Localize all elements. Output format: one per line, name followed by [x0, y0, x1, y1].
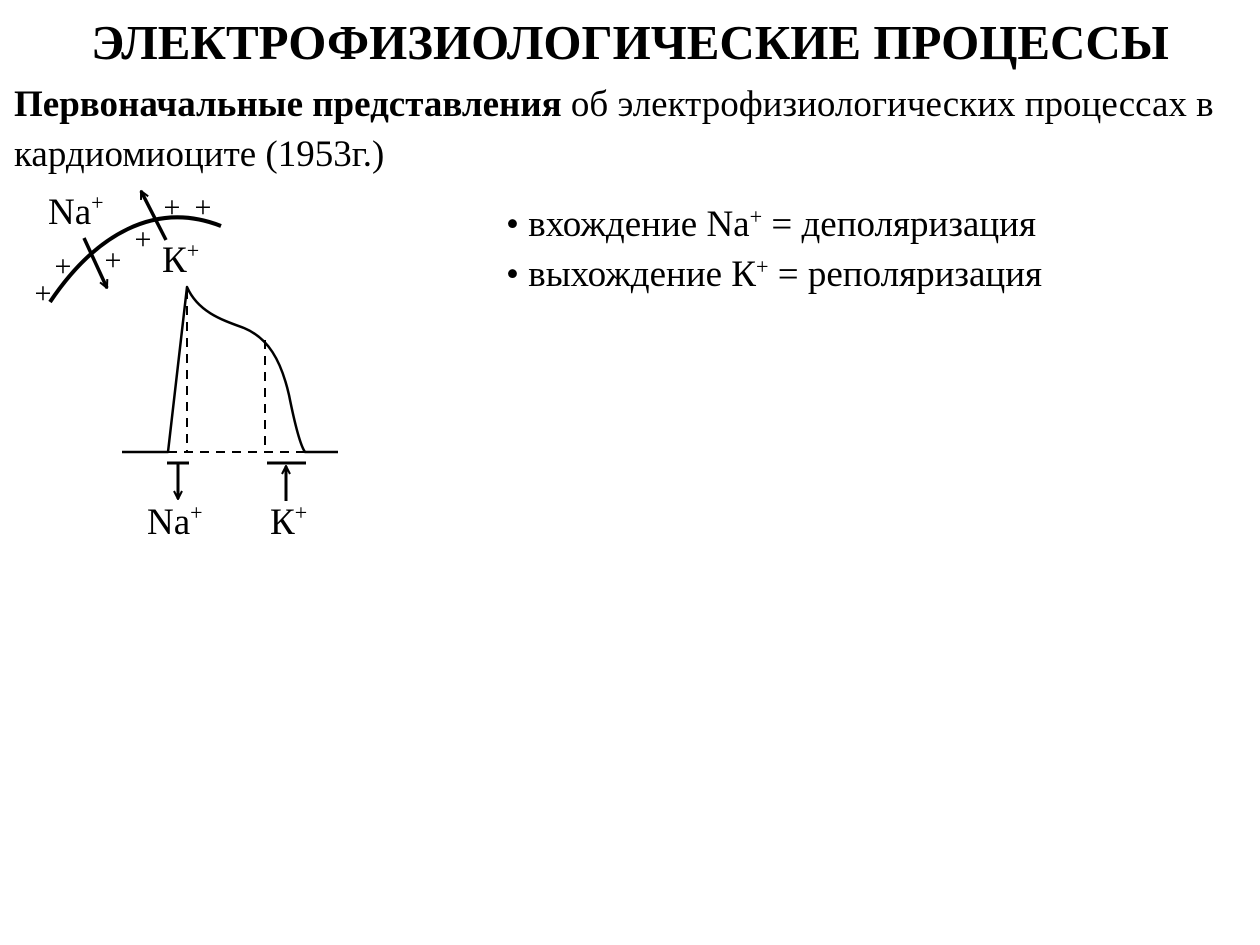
membrane-charge: +: [104, 244, 122, 277]
k-ion-label-bottom: К+: [270, 500, 308, 543]
bullet-item-repolarization: [506, 250, 1042, 300]
intro-bold-text: Первоначальные представления: [14, 84, 562, 125]
k-ion-label-top: К+: [162, 238, 200, 281]
ion-charge: +: [749, 203, 763, 229]
membrane-charge: +: [134, 223, 152, 256]
intro-paragraph: [14, 80, 1234, 180]
action-potential-diagram: [0, 180, 360, 550]
slide-title: ЭЛЕКТРОФИЗИОЛОГИЧЕСКИЕ ПРОЦЕССЫ: [91, 15, 1169, 70]
membrane-charge: +: [34, 277, 52, 310]
bullet-text-before: вхождение Na: [518, 204, 750, 245]
membrane-charge: +: [194, 191, 212, 224]
bullet-marker: •: [506, 204, 519, 245]
na-ion-label-bottom: Na+: [147, 500, 203, 543]
na-ion-label-top: Na+: [48, 190, 104, 233]
bullet-text-before: выхождение К: [518, 254, 756, 295]
bullet-marker: •: [506, 254, 519, 295]
membrane-charge: +: [54, 250, 72, 283]
membrane-charge: +: [163, 191, 181, 224]
ion-charge: +: [755, 253, 769, 279]
intro-rest-text: об электрофизиологических процессах в кардиомиоците (1953г.): [14, 84, 1214, 175]
ion-bullet-list: [506, 200, 1042, 300]
action-potential-curve: [122, 287, 338, 452]
bullet-item-depolarization: [506, 200, 1042, 250]
bullet-text-after: = деполяризация: [762, 204, 1036, 245]
bullet-text-after: = реполяризация: [768, 254, 1043, 295]
